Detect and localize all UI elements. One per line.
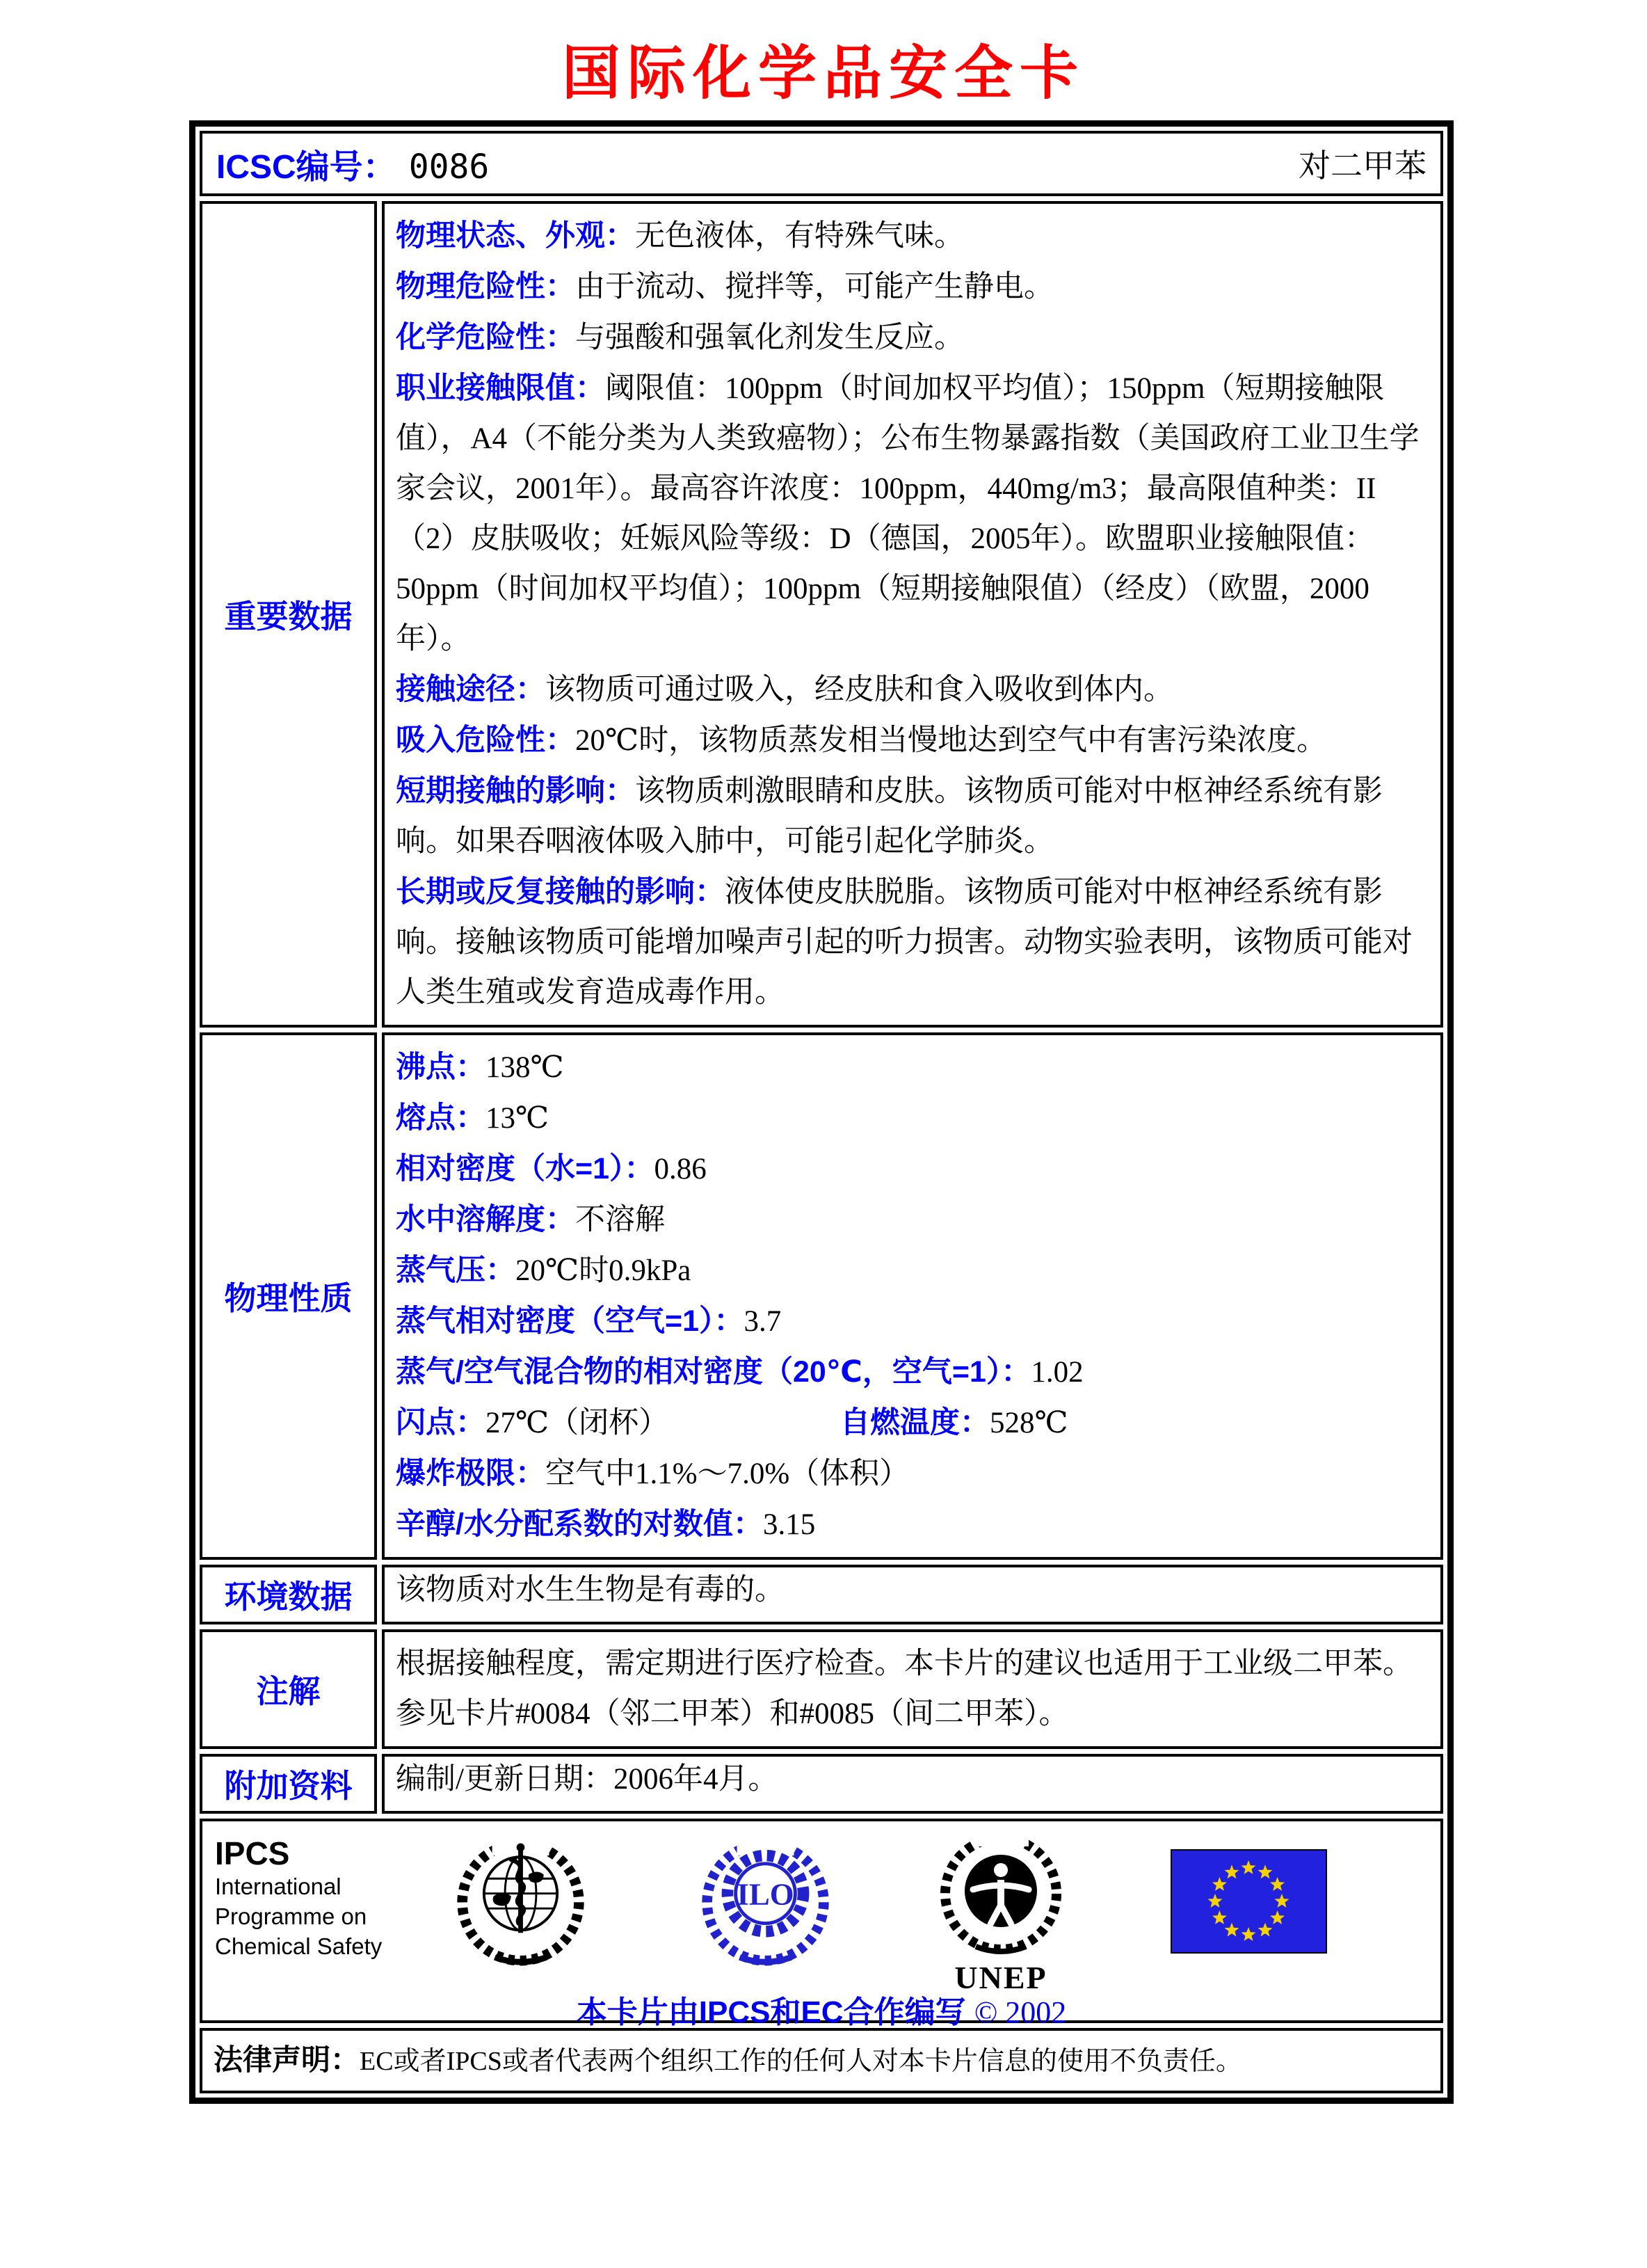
property-item	[396, 1144, 1429, 1195]
ipcs-subtitle-line: Chemical Safety	[215, 1933, 383, 1959]
data-item	[396, 262, 1429, 312]
property-item	[396, 1296, 1429, 1347]
icsc-number-value: 0086	[408, 147, 490, 186]
data-item	[396, 312, 1429, 363]
item-text: 空气中1.1%～7.0%（体积）	[545, 1458, 910, 1490]
notes-content: 根据接触程度，需定期进行医疗检查。本卡片的建议也适用于工业级二甲苯。参见卡片#0084（邻二甲苯）和#0085（间二甲苯）。	[382, 1629, 1443, 1749]
item-label: 相对密度（水=1）：	[396, 1152, 654, 1185]
who-logo-icon	[453, 1831, 588, 1970]
item-label: 爆炸极限：	[396, 1457, 545, 1490]
data-item	[396, 211, 1429, 262]
item-text: 由于流动、搅拌等，可能产生静电。	[575, 271, 1054, 303]
item-text: 该物质刺激眼睛和皮肤。该物质可能对中枢神经系统有影响。如果吞咽液体吸入肺中，可能引起化学肺炎。	[396, 775, 1383, 858]
property-item-flash-autoignition	[396, 1398, 1429, 1448]
item-label: 熔点：	[396, 1101, 485, 1135]
data-item	[396, 715, 1429, 766]
legal-row	[200, 2028, 1443, 2093]
item-label: 沸点：	[396, 1051, 485, 1084]
environmental-data-content: 该物质对水生生物是有毒的。	[382, 1565, 1443, 1624]
section-label-physical-properties: 物理性质	[200, 1032, 377, 1560]
credit-line	[202, 1987, 1440, 2031]
environmental-data-row	[200, 1565, 1443, 1624]
unep-letters: UNEP	[954, 1960, 1047, 1994]
physical-properties-row	[200, 1032, 1443, 1560]
data-item	[396, 867, 1429, 1018]
legal-text: EC或者IPCS或者代表两个组织工作的任何人对本卡片信息的使用不负责任。	[360, 2047, 1242, 2076]
item-text: 液体使皮肤脱脂。该物质可能对中枢神经系统有影响。接触该物质可能增加噪声引起的听力损害。动物实验表明，该物质可能对人类生殖或发育造成毒作用。	[396, 876, 1413, 1009]
autoignition-pair	[840, 1407, 1068, 1439]
item-text: 不溶解	[575, 1204, 665, 1236]
item-label: 职业接触限值：	[396, 372, 605, 405]
item-label: 水中溶解度：	[396, 1203, 575, 1236]
item-label: 接触途径：	[396, 673, 545, 706]
item-text: 3.7	[744, 1305, 782, 1338]
section-label-additional-info: 附加资料	[200, 1754, 377, 1814]
item-text: 138℃	[485, 1051, 564, 1084]
ilo-letters: ILO	[737, 1876, 794, 1912]
item-text: 27℃（闭杯）	[485, 1407, 669, 1439]
legal-label: 法律声明：	[214, 2043, 360, 2076]
item-label: 化学危险性：	[396, 321, 575, 354]
item-label: 蒸气压：	[396, 1254, 515, 1287]
data-item	[396, 664, 1429, 715]
section-label-important-data: 重要数据	[200, 201, 377, 1028]
property-item	[396, 1448, 1429, 1499]
copyright-text: © 2002	[974, 1995, 1067, 2029]
ilo-logo-icon	[698, 1831, 833, 1970]
item-label: 闪点：	[396, 1406, 485, 1439]
icsc-number-group	[216, 140, 489, 188]
item-text: 与强酸和强氧化剂发生反应。	[575, 321, 964, 354]
data-item	[396, 766, 1429, 867]
item-text: 该物质可通过吸入，经皮肤和食入吸收到体内。	[545, 673, 1173, 706]
item-text: 阈限值：100ppm（时间加权平均值）；150ppm（短期接触限值），A4（不能分类为人类致癌物）；公布生物暴露指数（美国政府工业卫生学家会议，2001年）。最高容许浓度：100ppm，440mg/m3；最高限值种类：II（2）皮肤吸收；妊娠风险等级：D（德国，2005年）。欧盟职业接触限值：50ppm（时间加权平均值）；100ppm（短期接触限值）（经皮）（欧盟，2000年）。	[396, 372, 1420, 655]
eu-flag-icon	[1171, 1849, 1327, 1957]
item-text: 20℃时0.9kPa	[515, 1254, 691, 1287]
property-item	[396, 1245, 1429, 1296]
important-data-content	[382, 201, 1443, 1028]
important-data-row	[200, 201, 1443, 1028]
additional-info-content: 编制/更新日期：2006年4月。	[382, 1754, 1443, 1814]
notes-row	[200, 1629, 1443, 1749]
property-item	[396, 1347, 1429, 1398]
item-text: 20℃时，该物质蒸发相当慢地达到空气中有害污染浓度。	[575, 724, 1327, 757]
icsc-document	[0, 26, 1647, 2104]
property-item	[396, 1093, 1429, 1144]
item-text: 1.02	[1031, 1356, 1084, 1389]
item-label: 蒸气相对密度（空气=1）：	[396, 1304, 744, 1338]
item-label: 吸入危险性：	[396, 724, 575, 757]
property-item	[396, 1499, 1429, 1550]
icsc-card	[189, 120, 1454, 2104]
icsc-number-label: ICSC编号：	[216, 148, 396, 186]
section-label-environmental-data: 环境数据	[200, 1565, 377, 1624]
property-item	[396, 1042, 1429, 1093]
data-item	[396, 363, 1429, 664]
item-text: 528℃	[989, 1407, 1068, 1439]
item-label: 蒸气/空气混合物的相对密度（20℃，空气=1）：	[396, 1355, 1031, 1389]
section-label-notes: 注解	[200, 1629, 377, 1749]
chemical-name: 对二甲苯	[1299, 148, 1427, 184]
footer-logos-panel	[200, 1819, 1443, 2029]
item-text: 0.86	[654, 1153, 707, 1185]
footer-row	[200, 1819, 1443, 2029]
card-header	[200, 131, 1443, 196]
item-label: 自燃温度：	[839, 1406, 990, 1439]
ipcs-text-block	[215, 1835, 382, 1961]
header-row	[200, 131, 1443, 196]
unep-logo-icon	[931, 1827, 1070, 1997]
item-label: 辛醇/水分配系数的对数值：	[396, 1508, 763, 1541]
legal-notice	[200, 2028, 1443, 2093]
credit-text: 本卡片由IPCS和EC合作编写	[576, 1995, 966, 2029]
item-label: 物理状态、外观：	[396, 219, 635, 253]
physical-properties-content	[382, 1032, 1443, 1560]
item-text: 3.15	[762, 1508, 816, 1541]
item-label: 长期或反复接触的影响：	[396, 875, 725, 909]
ipcs-subtitle-line: International	[215, 1874, 342, 1899]
item-text: 无色液体，有特殊气味。	[635, 220, 964, 253]
page-title: 国际化学品安全卡	[561, 38, 1085, 107]
property-item	[396, 1195, 1429, 1245]
item-label: 物理危险性：	[396, 270, 575, 303]
ipcs-title: IPCS	[215, 1835, 290, 1871]
ipcs-subtitle-line: Programme on	[215, 1903, 367, 1929]
additional-info-row	[200, 1754, 1443, 1814]
item-text: 13℃	[485, 1102, 549, 1135]
flash-point-pair	[396, 1398, 840, 1448]
item-label: 短期接触的影响：	[396, 774, 635, 808]
